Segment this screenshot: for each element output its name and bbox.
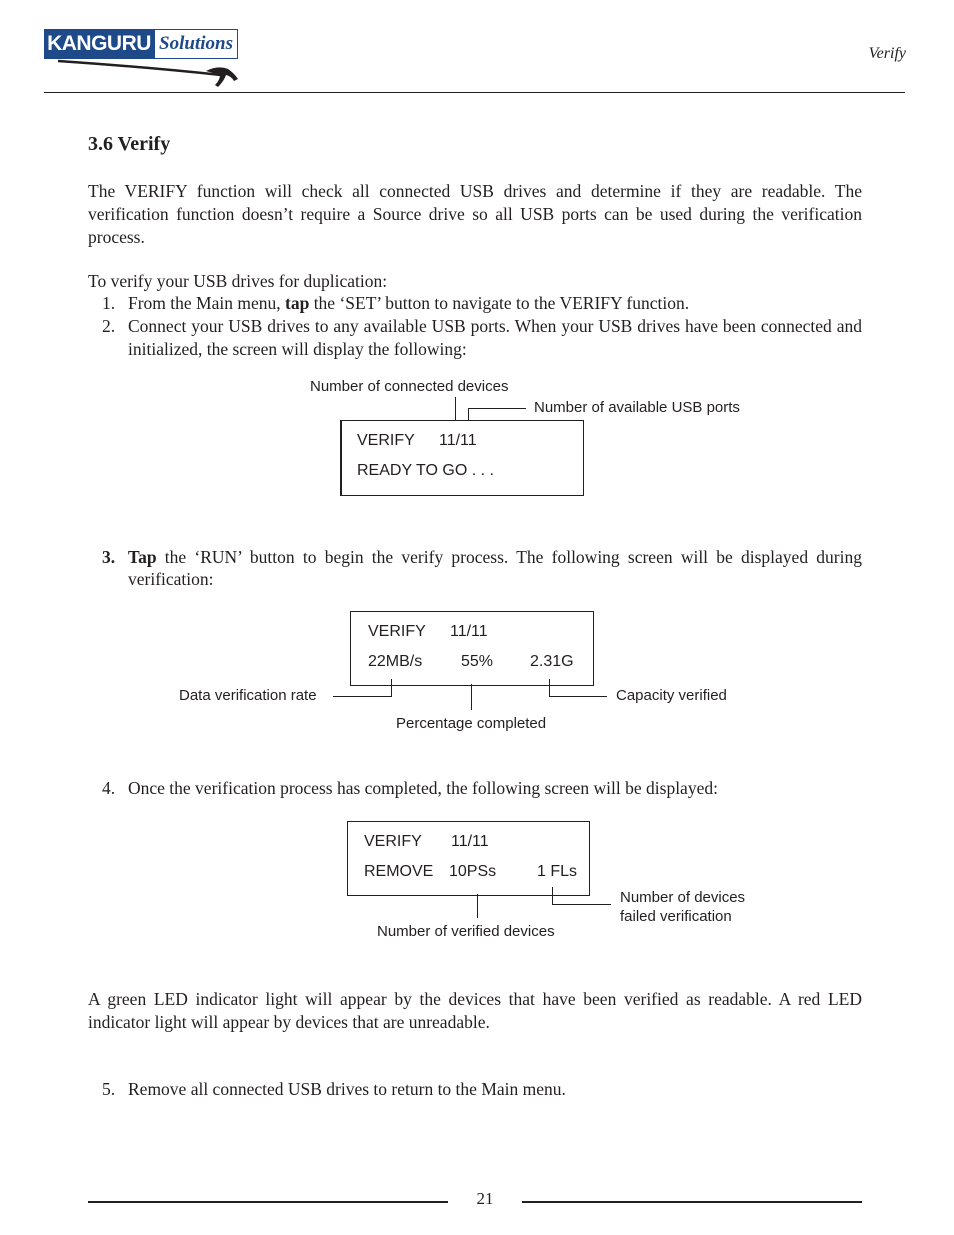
kangaroo-swoosh-icon <box>56 59 246 109</box>
step-1-bold: tap <box>285 293 310 313</box>
led-paragraph: A green LED indicator light will appear by the devices that have been verified as readable. A red LED indicator light will appear by devices that are unreadable. <box>88 989 862 1032</box>
step-2-text: Connect your USB drives to any available USB ports. When your USB drives have been connected and initialized, the screen will display the following: <box>128 316 862 359</box>
screen1-ready: READY TO GO . . . <box>357 462 494 479</box>
step-1-text <box>128 292 868 314</box>
step-3-bold: Tap <box>128 547 157 567</box>
callout-verified: Number of verified devices <box>377 923 555 940</box>
callout-rate: Data verification rate <box>179 687 317 704</box>
step-5-text: Remove all connected USB drives to return to the Main menu. <box>128 1079 566 1099</box>
leader-capacity-v <box>549 679 550 696</box>
callout-connected-devices: Number of connected devices <box>310 378 509 395</box>
step-2-number: 2. <box>102 316 116 336</box>
screen2-rate: 22MB/s <box>368 653 423 670</box>
kanguru-logo <box>44 29 238 59</box>
leader-available-h <box>468 408 526 409</box>
running-header: Verify <box>868 45 906 62</box>
leader-failed-v <box>552 887 553 904</box>
leader-percent <box>471 684 472 710</box>
leader-capacity-h <box>549 696 607 697</box>
step-4-text: Once the verification process has completed, the following screen will be displayed: <box>128 778 718 798</box>
footer-rule-left <box>88 1201 448 1203</box>
logo-brand: KANGURU <box>44 29 154 59</box>
step-3-text <box>128 546 862 590</box>
screen2-percent: 55% <box>461 653 494 670</box>
page-number: 21 <box>476 1189 494 1208</box>
step-4-number: 4. <box>102 778 116 798</box>
logo-script: Solutions <box>154 29 238 59</box>
screen2-label: VERIFY <box>368 623 426 640</box>
screen2-capacity: 2.31G <box>530 653 574 670</box>
step-1-pre: From the Main menu, <box>128 293 285 313</box>
callout-failed-line2: failed verification <box>620 908 732 925</box>
intro-paragraph: The VERIFY function will check all connected USB drives and determine if they are readable. The verification function doesn’t require a Source drive so all USB ports can be used during the verification process. <box>88 181 862 247</box>
screen3-remove: REMOVE <box>364 863 434 880</box>
screen1-label: VERIFY <box>357 432 415 449</box>
callout-percent: Percentage completed <box>396 715 547 732</box>
step-5-number: 5. <box>102 1079 116 1099</box>
screen3-count: 11/11 <box>451 833 489 850</box>
step-1-post: the ‘SET’ button to navigate to the VERIFY function. <box>309 293 690 313</box>
leader-rate-h <box>333 696 392 697</box>
leader-rate-v <box>391 679 392 696</box>
callout-capacity: Capacity verified <box>616 687 727 704</box>
screen3-passed: 10PSs <box>449 863 497 880</box>
section-title: 3.6 Verify <box>88 133 171 155</box>
leader-failed-h <box>552 904 611 905</box>
footer-rule-right <box>522 1201 862 1203</box>
step-1-number: 1. <box>102 293 116 313</box>
steps-intro: To verify your USB drives for duplication: <box>88 271 388 291</box>
callout-failed-line1: Number of devices <box>620 889 746 906</box>
step-3-number: 3. <box>102 547 116 567</box>
screen3-label: VERIFY <box>364 833 422 850</box>
step-3-post: the ‘RUN’ button to begin the verify process. The following screen will be displayed during verification: <box>128 547 862 589</box>
leader-verified <box>477 894 478 918</box>
screen3-failed: 1 FLs <box>537 863 578 880</box>
screen2-count: 11/11 <box>450 623 488 640</box>
screen1-count: 11/11 <box>439 432 477 449</box>
header-rule <box>44 92 905 93</box>
callout-available-ports: Number of available USB ports <box>534 399 740 416</box>
